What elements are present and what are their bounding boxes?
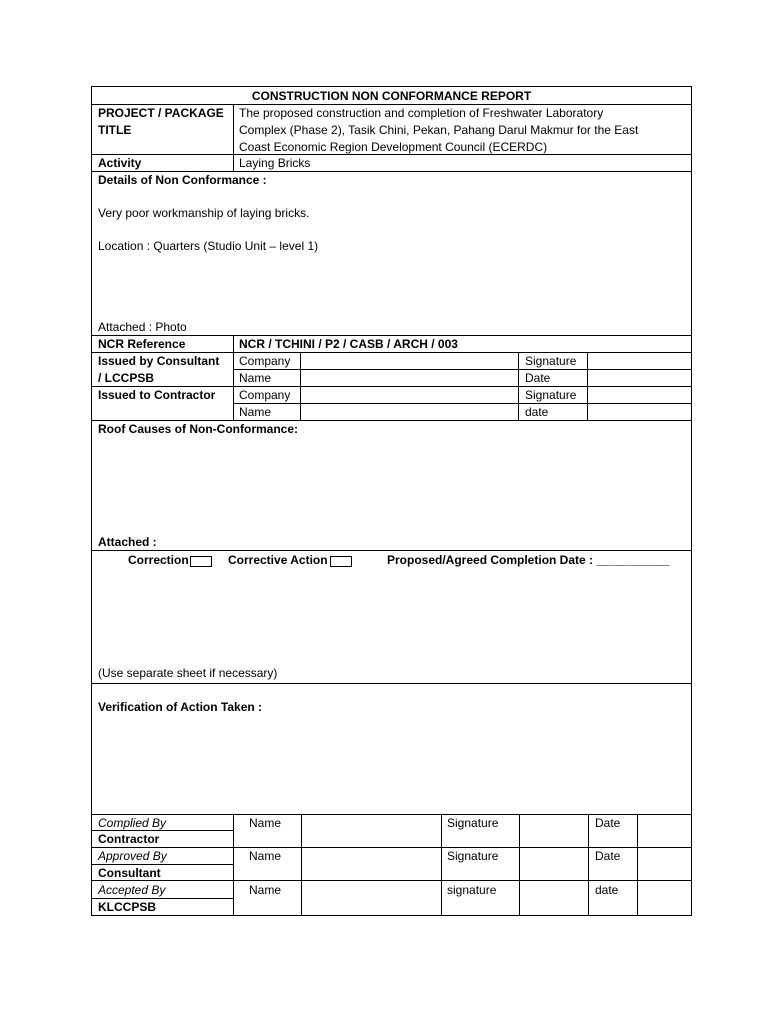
corrective-action-checkbox[interactable] <box>330 556 352 567</box>
ncr-label: NCR Reference <box>98 337 186 351</box>
rule <box>91 550 692 551</box>
rule <box>637 814 638 915</box>
rule <box>233 403 692 404</box>
rule <box>301 814 302 915</box>
project-title-text: Coast Economic Region Development Council (ECERDC) <box>239 140 548 154</box>
activity-value: Laying Bricks <box>239 156 311 170</box>
completion-date-label: Proposed/Agreed Completion Date : ___________ <box>387 553 670 567</box>
rule <box>91 386 692 387</box>
signoff-party: Contractor <box>98 832 160 846</box>
issued-by-consultant-label: / LCCPSB <box>98 371 155 385</box>
rule <box>91 814 692 815</box>
signature-label: Signature <box>525 388 577 402</box>
attached-photo: Attached : Photo <box>98 320 187 334</box>
name-label: Name <box>239 405 272 419</box>
signoff-date-label: Date <box>595 816 621 830</box>
page-title: CONSTRUCTION NON CONFORMANCE REPORT <box>251 89 532 103</box>
signoff-signature-label: signature <box>447 883 497 897</box>
date-label: date <box>525 405 549 419</box>
rule <box>691 86 692 916</box>
rule <box>91 154 692 155</box>
rule <box>91 864 233 865</box>
rule <box>91 420 692 421</box>
signoff-party: Consultant <box>98 866 161 880</box>
rule <box>91 352 692 353</box>
company-label: Company <box>239 388 291 402</box>
ncr-value: NCR / TCHINI / P2 / CASB / ARCH / 003 <box>239 337 458 351</box>
rule <box>233 814 234 915</box>
project-label: PROJECT / PACKAGE <box>98 106 224 120</box>
rule <box>518 352 519 420</box>
rule <box>91 335 692 336</box>
location-text: Location : Quarters (Studio Unit – level 1) <box>98 239 319 253</box>
signoff-role: Accepted By <box>98 883 166 897</box>
rule <box>91 915 692 916</box>
signoff-date-label: Date <box>595 849 621 863</box>
rule <box>91 847 692 848</box>
rule <box>588 814 589 915</box>
root-causes-label: Roof Causes of Non-Conformance: <box>98 422 299 436</box>
correction-label: Correction <box>128 553 189 567</box>
rule <box>233 104 234 171</box>
signature-label: Signature <box>525 354 577 368</box>
correction-checkbox[interactable] <box>190 556 212 567</box>
verification-label: Verification of Action Taken : <box>98 700 263 714</box>
rule <box>91 898 233 899</box>
signoff-name-label: Name <box>249 883 282 897</box>
activity-label: Activity <box>98 156 142 170</box>
rule <box>587 352 588 420</box>
rule <box>91 104 692 105</box>
rule <box>441 814 442 915</box>
rule <box>233 335 234 420</box>
details-label: Details of Non Conformance : <box>98 173 267 187</box>
company-label: Company <box>239 354 291 368</box>
rule <box>91 86 692 87</box>
name-label: Name <box>239 371 272 385</box>
attached-label: Attached : <box>98 535 157 549</box>
signoff-signature-label: Signature <box>447 816 499 830</box>
date-label: Date <box>525 371 551 385</box>
project-label: TITLE <box>98 123 132 137</box>
signoff-party: KLCCPSB <box>98 900 157 914</box>
signoff-name-label: Name <box>249 849 282 863</box>
signoff-name-label: Name <box>249 816 282 830</box>
corrective-action-label: Corrective Action <box>228 553 328 567</box>
rule <box>300 352 301 420</box>
details-text: Very poor workmanship of laying bricks. <box>98 206 310 220</box>
issued-to-contractor-label: Issued to Contractor <box>98 388 216 402</box>
signoff-role: Approved By <box>98 849 167 863</box>
separate-sheet-note: (Use separate sheet if necessary) <box>98 666 278 680</box>
rule <box>91 171 692 172</box>
signoff-role: Complied By <box>98 816 167 830</box>
rule <box>91 880 692 881</box>
rule <box>519 814 520 915</box>
project-title-text: Complex (Phase 2), Tasik Chini, Pekan, Pahang Darul Makmur for the East <box>239 123 639 137</box>
project-title-text: The proposed construction and completion of Freshwater Laboratory <box>239 106 604 120</box>
rule <box>91 86 92 916</box>
rule <box>233 369 692 370</box>
rule <box>91 830 233 831</box>
issued-by-consultant-label: Issued by Consultant <box>98 354 220 368</box>
signoff-date-label: date <box>595 883 619 897</box>
rule <box>91 683 692 684</box>
signoff-signature-label: Signature <box>447 849 499 863</box>
